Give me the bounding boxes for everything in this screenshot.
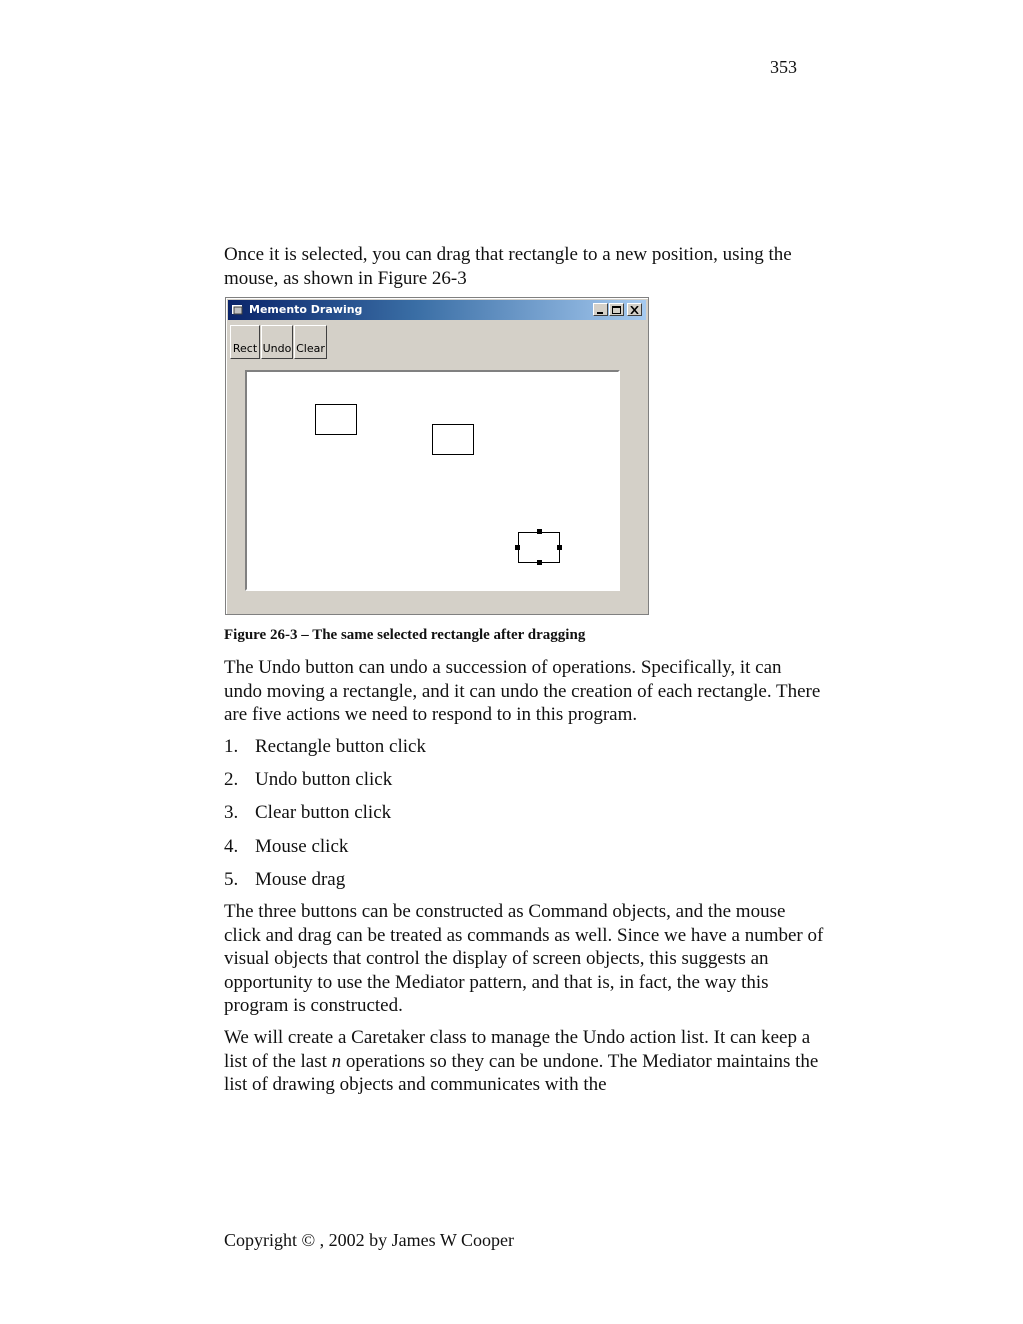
window-title: Memento Drawing [249, 303, 363, 316]
copyright-footer: Copyright © , 2002 by James W Cooper [224, 1230, 514, 1250]
figure-caption: Figure 26-3 – The same selected rectangle after dragging [224, 627, 586, 643]
toolbar [230, 325, 327, 359]
list-text: Mouse click [255, 835, 349, 857]
list-item [224, 835, 426, 868]
undo-button[interactable]: Undo [261, 325, 293, 359]
paragraph-text: We will create a Caretaker class to manage the Undo action list. It can keep a list of the last [224, 1027, 811, 1072]
drawing-canvas[interactable] [245, 370, 620, 591]
selection-handle[interactable] [537, 529, 542, 534]
maximize-button[interactable] [609, 303, 624, 316]
selection-handle[interactable] [557, 545, 562, 550]
intro-paragraph: Once it is selected, you can drag that rectangle to a new position, using the mouse, as shown in Figure 26-3 [224, 244, 792, 289]
selection-handle[interactable] [537, 560, 542, 565]
paragraph-command: The three buttons can be constructed as Command objects, and the mouse click and drag can be treated as commands as well. Since we have a number of visual objects that control the display of screen objects, this suggests an opportunity to use the Mediator pattern, and that is, in fact, the way this program is constructed. [224, 901, 824, 1016]
list-item [224, 868, 426, 901]
list-item [224, 768, 426, 801]
drawn-rectangle[interactable] [432, 424, 474, 455]
emphasis-n: n [331, 1050, 342, 1072]
paragraph-text: operations so they can be undone. The Mediator maintains the list of drawing objects and communicates with the [224, 1050, 819, 1095]
memento-drawing-window [225, 297, 649, 615]
close-icon [630, 306, 639, 314]
list-number: 5. [224, 868, 239, 890]
app-icon [232, 304, 244, 315]
list-text: Clear button click [255, 802, 392, 824]
close-button[interactable] [627, 303, 642, 316]
list-number: 1. [224, 736, 239, 757]
list-text: Mouse drag [255, 868, 346, 890]
paragraph-caretaker [224, 1026, 824, 1097]
paragraph-undo: The Undo button can undo a succession of operations. Specifically, it can undo moving a rectangle, and it can undo the creation of each rectangle. There are five actions we need to respond to in this program. [224, 657, 821, 725]
minimize-icon [596, 306, 605, 314]
list-item [224, 735, 426, 768]
maximize-icon [612, 306, 621, 314]
selection-handle[interactable] [515, 545, 520, 550]
list-text: Rectangle button click [255, 736, 426, 757]
selected-rectangle[interactable] [518, 532, 560, 563]
list-item [224, 801, 426, 834]
list-text: Undo button click [255, 769, 393, 791]
minimize-button[interactable] [593, 303, 608, 316]
clear-button[interactable]: Clear [294, 325, 327, 359]
list-number: 2. [224, 769, 239, 791]
list-number: 3. [224, 802, 239, 824]
page-number: 353 [770, 57, 797, 77]
window-titlebar[interactable] [228, 300, 646, 320]
drawn-rectangle[interactable] [315, 404, 357, 435]
rect-button[interactable]: Rect [230, 325, 260, 359]
list-number: 4. [224, 835, 239, 857]
actions-list [224, 735, 426, 901]
